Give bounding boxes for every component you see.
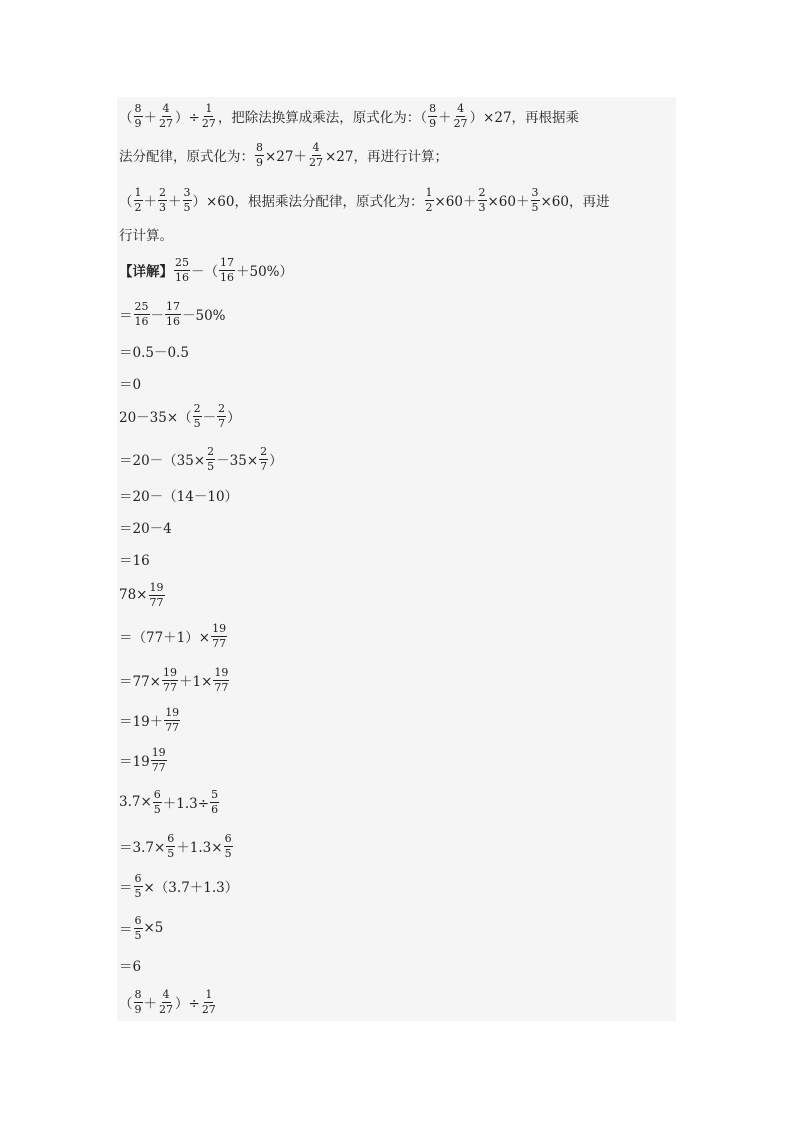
fraction-denominator: 16 xyxy=(175,270,189,284)
fraction xyxy=(224,833,233,860)
fraction xyxy=(134,873,143,900)
text-segment: ＝19 xyxy=(119,754,150,770)
text-segment: ＝ xyxy=(119,308,133,324)
text-segment: ＝ xyxy=(119,880,133,896)
text-line xyxy=(119,913,163,943)
text-line xyxy=(119,580,166,610)
text-line xyxy=(119,101,579,131)
fraction-denominator: 77 xyxy=(149,595,164,609)
text-segment: －50% xyxy=(182,308,226,324)
text-segment: －（ xyxy=(191,264,218,280)
fraction xyxy=(453,103,469,130)
text-segment: ×（3.7＋1.3） xyxy=(143,880,239,896)
fraction-numerator: 2 xyxy=(207,444,215,458)
fraction xyxy=(162,667,178,694)
fraction xyxy=(158,989,174,1016)
text-line xyxy=(119,544,150,574)
text-segment: ＋1.3× xyxy=(176,840,223,856)
fraction xyxy=(164,707,180,734)
text-segment: （ xyxy=(119,996,133,1012)
fraction xyxy=(166,833,175,860)
text-segment: ）×60，根据乘法分配律，原式化为： xyxy=(192,194,424,210)
text-segment: ） xyxy=(227,410,241,426)
fraction-numerator: 6 xyxy=(134,871,142,885)
text-segment: 78× xyxy=(119,587,148,603)
fraction-denominator: 5 xyxy=(207,459,215,473)
section-label: 【详解】 xyxy=(119,264,173,280)
fraction-numerator: 3 xyxy=(531,185,539,199)
fraction xyxy=(478,187,487,214)
fraction xyxy=(158,187,167,214)
fraction-denominator: 5 xyxy=(153,802,161,816)
fraction xyxy=(158,103,174,130)
fraction-numerator: 4 xyxy=(312,140,320,154)
text-segment: 3.7× xyxy=(119,794,152,810)
fraction-numerator: 19 xyxy=(163,665,177,679)
fraction-numerator: 6 xyxy=(134,913,142,927)
fraction-numerator: 6 xyxy=(224,831,232,845)
text-segment: ＝0.5－0.5 xyxy=(119,345,189,361)
text-segment: ×60＋ xyxy=(434,194,477,210)
text-segment: ＝19＋ xyxy=(119,714,164,730)
fraction-numerator: 1 xyxy=(425,185,433,199)
fraction-numerator: 19 xyxy=(212,621,227,635)
text-line xyxy=(119,336,189,366)
fraction-numerator: 4 xyxy=(162,987,170,1001)
fraction xyxy=(201,103,217,130)
text-segment: － xyxy=(150,308,164,324)
text-line xyxy=(119,787,220,817)
text-segment: （ xyxy=(119,110,133,126)
fraction xyxy=(213,667,229,694)
text-segment: －35× xyxy=(216,453,259,469)
text-segment: ＋50%） xyxy=(236,264,294,280)
text-segment: ＝0 xyxy=(119,377,142,393)
fraction-denominator: 5 xyxy=(531,200,539,214)
fraction xyxy=(308,142,324,169)
fraction-numerator: 1 xyxy=(205,101,213,115)
text-segment: （ xyxy=(119,194,133,210)
fraction-numerator: 19 xyxy=(151,745,166,759)
text-segment: ）÷ xyxy=(175,110,200,126)
fraction-numerator: 1 xyxy=(205,987,213,1001)
text-line xyxy=(119,705,181,735)
text-segment: ＋ xyxy=(143,194,157,210)
text-segment: 20－35×（ xyxy=(119,410,192,426)
fraction-denominator: 6 xyxy=(211,802,219,816)
fraction-denominator: 3 xyxy=(159,200,166,214)
fraction-denominator: 7 xyxy=(260,459,268,473)
text-segment: ×60＋ xyxy=(487,194,530,210)
text-segment: ＝20－（35× xyxy=(119,453,206,469)
fraction-denominator: 77 xyxy=(165,720,180,734)
text-segment: ＝ xyxy=(119,922,133,938)
fraction-numerator: 3 xyxy=(183,185,191,199)
fraction-numerator: 2 xyxy=(478,185,486,199)
fraction-numerator: 2 xyxy=(260,444,268,458)
fraction xyxy=(134,187,143,214)
fraction xyxy=(531,187,540,214)
text-line xyxy=(119,512,172,542)
text-segment: ＝16 xyxy=(119,553,150,569)
fraction-numerator: 8 xyxy=(134,101,142,115)
fraction-numerator: 25 xyxy=(134,299,149,313)
fraction-denominator: 9 xyxy=(256,155,263,169)
fraction-denominator: 5 xyxy=(183,200,191,214)
text-segment: 法分配律，原式化为： xyxy=(119,149,254,165)
text-segment: ，把除法换算成乘法，原式化为：（ xyxy=(217,110,428,126)
fraction-denominator: 16 xyxy=(220,270,234,284)
fraction-numerator: 6 xyxy=(153,787,161,801)
fraction-denominator: 2 xyxy=(425,200,433,214)
fraction-numerator: 17 xyxy=(220,255,234,269)
text-segment: ＝（77＋1）× xyxy=(119,630,211,646)
text-segment: ×27，再进行计算； xyxy=(325,149,448,165)
fraction-denominator: 27 xyxy=(159,116,173,130)
fraction-numerator: 4 xyxy=(162,101,170,115)
text-line xyxy=(119,987,218,1017)
text-segment: ＋1× xyxy=(179,674,213,690)
text-line xyxy=(119,665,230,695)
text-segment: ＋ xyxy=(143,110,157,126)
fraction-denominator: 9 xyxy=(134,116,142,130)
text-line xyxy=(119,950,141,980)
text-segment: ）÷ xyxy=(175,996,200,1012)
fraction-numerator: 2 xyxy=(218,401,226,415)
fraction xyxy=(217,403,226,430)
fraction-numerator: 5 xyxy=(211,787,219,801)
fraction-denominator: 5 xyxy=(134,928,142,942)
text-segment: ＋ xyxy=(438,110,452,126)
text-segment: ×60，再进 xyxy=(540,194,610,210)
fraction-numerator: 6 xyxy=(167,831,175,845)
fraction xyxy=(134,301,150,328)
text-line xyxy=(119,219,173,249)
fraction-denominator: 77 xyxy=(214,680,229,694)
fraction xyxy=(219,257,235,284)
text-line xyxy=(119,745,168,775)
fraction-numerator: 19 xyxy=(149,580,164,594)
fraction-denominator: 5 xyxy=(224,846,232,860)
fraction xyxy=(183,187,192,214)
text-line xyxy=(119,185,610,215)
text-line xyxy=(119,255,293,285)
fraction-numerator: 2 xyxy=(159,185,166,199)
fraction-numerator: 19 xyxy=(165,705,180,719)
text-segment: － xyxy=(202,410,217,426)
fraction-denominator: 27 xyxy=(201,1002,216,1016)
fraction xyxy=(201,989,217,1016)
text-segment: ×27＋ xyxy=(265,149,307,165)
fraction xyxy=(134,103,143,130)
fraction xyxy=(153,789,162,816)
text-line xyxy=(119,368,141,398)
text-segment: ＝3.7× xyxy=(119,840,166,856)
fraction xyxy=(428,103,437,130)
fraction-denominator: 3 xyxy=(478,200,486,214)
fraction xyxy=(174,257,190,284)
text-segment: ）×27，再根据乘 xyxy=(469,110,580,126)
text-line xyxy=(119,444,283,474)
fraction-denominator: 27 xyxy=(201,116,216,130)
text-segment: ＝20－（14－10） xyxy=(119,489,239,505)
fraction-denominator: 16 xyxy=(166,314,180,328)
fraction xyxy=(193,403,202,430)
fraction xyxy=(134,989,143,1016)
fraction xyxy=(210,789,219,816)
text-line xyxy=(119,621,228,651)
text-segment: ＋1.3÷ xyxy=(162,796,210,812)
text-line xyxy=(119,480,238,510)
fraction-denominator: 2 xyxy=(134,200,142,214)
fraction-denominator: 5 xyxy=(167,846,175,860)
text-line xyxy=(119,140,448,170)
text-segment: ×5 xyxy=(143,920,164,936)
fraction xyxy=(259,446,268,473)
fraction xyxy=(211,623,227,650)
fraction-denominator: 7 xyxy=(218,416,226,430)
fraction-numerator: 8 xyxy=(429,101,437,115)
text-segment: ＝6 xyxy=(119,959,142,975)
text-segment: ＋ xyxy=(143,996,157,1012)
text-line xyxy=(119,831,234,861)
fraction-denominator: 27 xyxy=(453,116,468,130)
fraction-denominator: 5 xyxy=(134,886,142,900)
fraction-denominator: 77 xyxy=(163,680,177,694)
text-segment: ＝20－4 xyxy=(119,521,172,537)
fraction xyxy=(165,301,181,328)
fraction xyxy=(425,187,434,214)
fraction xyxy=(151,747,167,774)
text-line xyxy=(119,871,238,901)
fraction-numerator: 8 xyxy=(256,140,263,154)
fraction-denominator: 9 xyxy=(134,1002,142,1016)
fraction xyxy=(149,582,165,609)
fraction-denominator: 77 xyxy=(212,636,227,650)
fraction-denominator: 77 xyxy=(151,760,166,774)
fraction-numerator: 25 xyxy=(175,255,189,269)
fraction-numerator: 17 xyxy=(166,299,180,313)
text-segment: 行计算。 xyxy=(119,228,173,244)
fraction-denominator: 27 xyxy=(309,155,323,169)
text-line xyxy=(119,401,241,431)
fraction-numerator: 8 xyxy=(134,987,142,1001)
fraction xyxy=(206,446,215,473)
text-line xyxy=(119,299,226,329)
fraction-numerator: 1 xyxy=(134,185,142,199)
fraction-denominator: 27 xyxy=(159,1002,173,1016)
fraction-numerator: 19 xyxy=(214,665,229,679)
fraction-denominator: 16 xyxy=(134,314,149,328)
text-segment: ） xyxy=(269,453,283,469)
fraction-numerator: 2 xyxy=(193,401,201,415)
fraction-numerator: 4 xyxy=(457,101,465,115)
text-segment: ＋ xyxy=(168,194,182,210)
fraction xyxy=(255,142,264,169)
fraction xyxy=(134,915,143,942)
text-segment: ＝77× xyxy=(119,674,161,690)
fraction-denominator: 9 xyxy=(429,116,437,130)
fraction-denominator: 5 xyxy=(193,416,201,430)
